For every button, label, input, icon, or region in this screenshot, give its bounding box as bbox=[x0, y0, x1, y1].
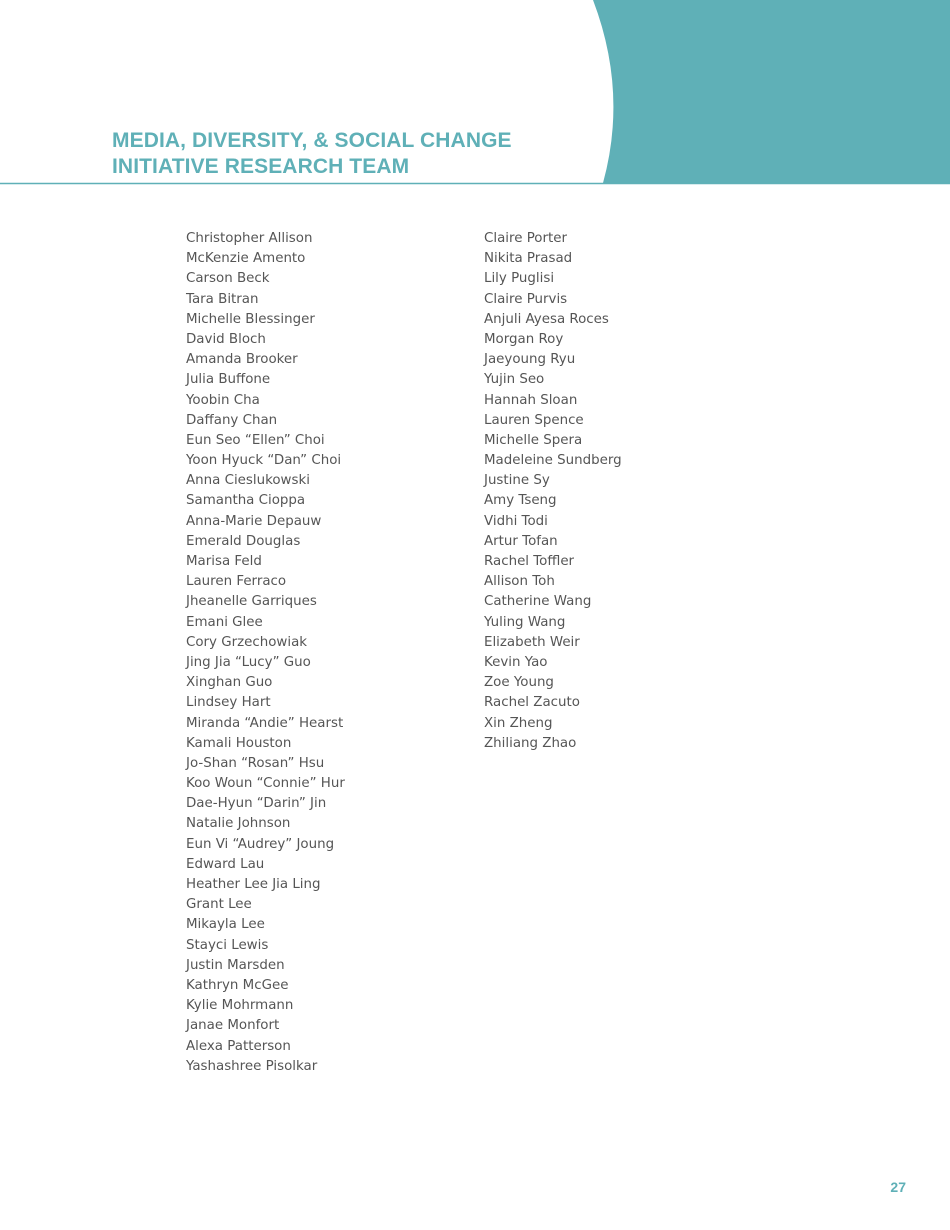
team-member: Justine Sy bbox=[484, 473, 550, 489]
team-member: Marisa Feld bbox=[186, 554, 262, 569]
team-member: Yujin Seo bbox=[484, 372, 545, 388]
team-list-column-1 bbox=[186, 229, 345, 1077]
team-member: Jing Jia “Lucy” Guo bbox=[186, 654, 311, 670]
team-member: Amy Tseng bbox=[484, 493, 557, 509]
team-member: Yoon Hyuck “Dan” Choi bbox=[186, 453, 342, 469]
team-member: Carson Beck bbox=[186, 271, 270, 287]
team-member: Morgan Roy bbox=[484, 331, 564, 347]
team-member: Anjuli Ayesa Roces bbox=[484, 311, 609, 327]
team-member: Emani Glee bbox=[186, 614, 263, 630]
team-member: Elizabeth Weir bbox=[484, 634, 580, 650]
team-member: Michelle Blessinger bbox=[186, 311, 315, 327]
page-title-line-1: MEDIA, DIVERSITY, & SOCIAL CHANGE bbox=[112, 129, 512, 152]
team-member: Xinghan Guo bbox=[186, 675, 273, 691]
team-list-column-2 bbox=[484, 229, 622, 754]
team-member: Stayci Lewis bbox=[186, 937, 269, 953]
teal-curved-banner bbox=[593, 0, 950, 183]
team-member: Anna Cieslukowski bbox=[186, 473, 310, 489]
team-member: Dae-Hyun “Darin” Jin bbox=[186, 796, 327, 812]
team-member: Hannah Sloan bbox=[484, 392, 578, 408]
page-title bbox=[112, 128, 512, 180]
team-member: Lauren Ferraco bbox=[186, 574, 287, 590]
team-member: Eun Vi “Audrey” Joung bbox=[186, 836, 335, 852]
team-member: Madeleine Sundberg bbox=[484, 453, 622, 469]
team-member: Claire Porter bbox=[484, 231, 567, 246]
team-member: Eun Seo “Ellen” Choi bbox=[186, 432, 325, 448]
team-member: Lily Puglisi bbox=[484, 271, 555, 287]
team-member: Yashashree Pisolkar bbox=[186, 1058, 318, 1074]
team-member: Christopher Allison bbox=[186, 231, 313, 246]
team-member: Nikita Prasad bbox=[484, 251, 573, 267]
team-member: Xin Zheng bbox=[484, 715, 553, 731]
team-member: Cory Grzechowiak bbox=[186, 634, 308, 650]
team-member: Rachel Zacuto bbox=[484, 695, 580, 711]
team-member: Catherine Wang bbox=[484, 594, 592, 610]
team-member: Grant Lee bbox=[186, 897, 252, 913]
team-member: Samantha Cioppa bbox=[186, 493, 306, 509]
team-member: Heather Lee Jia Ling bbox=[186, 877, 321, 892]
team-member: Anna-Marie Depauw bbox=[186, 513, 322, 529]
team-member: Miranda “Andie” Hearst bbox=[186, 715, 344, 731]
team-member: Kevin Yao bbox=[484, 654, 548, 670]
team-member: Natalie Johnson bbox=[186, 816, 291, 832]
team-member: Daffany Chan bbox=[186, 412, 278, 428]
team-member: Lindsey Hart bbox=[186, 695, 271, 711]
team-member: Amanda Brooker bbox=[186, 352, 298, 368]
team-member: Yoobin Cha bbox=[186, 392, 260, 408]
team-member: McKenzie Amento bbox=[186, 251, 306, 267]
team-member: Jaeyoung Ryu bbox=[484, 352, 576, 368]
team-member: Mikayla Lee bbox=[186, 917, 265, 933]
team-member: Vidhi Todi bbox=[484, 513, 548, 529]
team-member: Koo Woun “Connie” Hur bbox=[186, 776, 345, 792]
team-member: Janae Monfort bbox=[186, 1018, 280, 1034]
team-member: Julia Buffone bbox=[186, 372, 271, 388]
team-member: Kylie Mohrmann bbox=[186, 998, 294, 1014]
team-member: Justin Marsden bbox=[186, 957, 285, 973]
team-member: Edward Lau bbox=[186, 856, 265, 872]
team-member: Allison Toh bbox=[484, 574, 555, 590]
team-member: Rachel Toffler bbox=[484, 554, 575, 569]
team-member: Kathryn McGee bbox=[186, 977, 289, 993]
page-number: 27 bbox=[890, 1179, 906, 1195]
team-member: Lauren Spence bbox=[484, 412, 584, 428]
team-member: Claire Purvis bbox=[484, 291, 568, 307]
team-member: Emerald Douglas bbox=[186, 533, 301, 549]
team-member: David Bloch bbox=[186, 331, 266, 347]
team-member: Tara Bitran bbox=[186, 291, 259, 307]
team-member: Jo-Shan “Rosan” Hsu bbox=[186, 755, 325, 771]
team-member: Kamali Houston bbox=[186, 735, 292, 751]
team-member: Michelle Spera bbox=[484, 432, 583, 448]
team-member: Alexa Patterson bbox=[186, 1038, 291, 1054]
team-member: Zhiliang Zhao bbox=[484, 735, 577, 751]
team-member: Jheanelle Garriques bbox=[186, 594, 317, 610]
page-title-line-2: INITIATIVE RESEARCH TEAM bbox=[112, 155, 410, 178]
team-member: Zoe Young bbox=[484, 675, 554, 691]
team-member: Yuling Wang bbox=[484, 614, 566, 630]
team-member: Artur Tofan bbox=[484, 533, 558, 549]
